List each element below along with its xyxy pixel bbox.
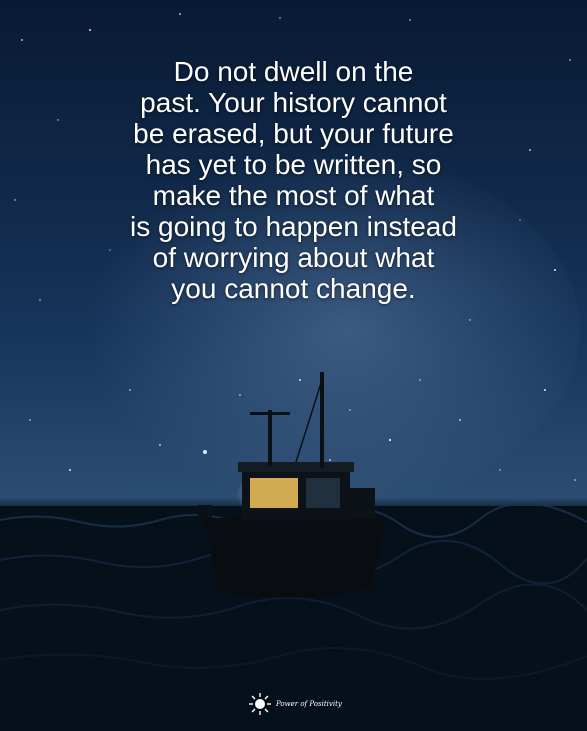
quote-line: past. Your history cannot [140,87,447,118]
quote-line: is going to happen instead [130,211,457,242]
brand-logo [248,690,348,718]
quote-line: be erased, but your future [133,118,454,149]
quote-line: of worrying about what [152,242,435,273]
sunburst-icon [248,692,272,716]
quote-line: you cannot change. [171,273,416,304]
quote-line: Do not dwell on the [173,56,414,87]
quote-line: has yet to be written, so [145,149,442,180]
quote-line: make the most of what [152,180,435,211]
quote-text [40,56,547,304]
brand-name: Power of Positivity [276,700,342,708]
